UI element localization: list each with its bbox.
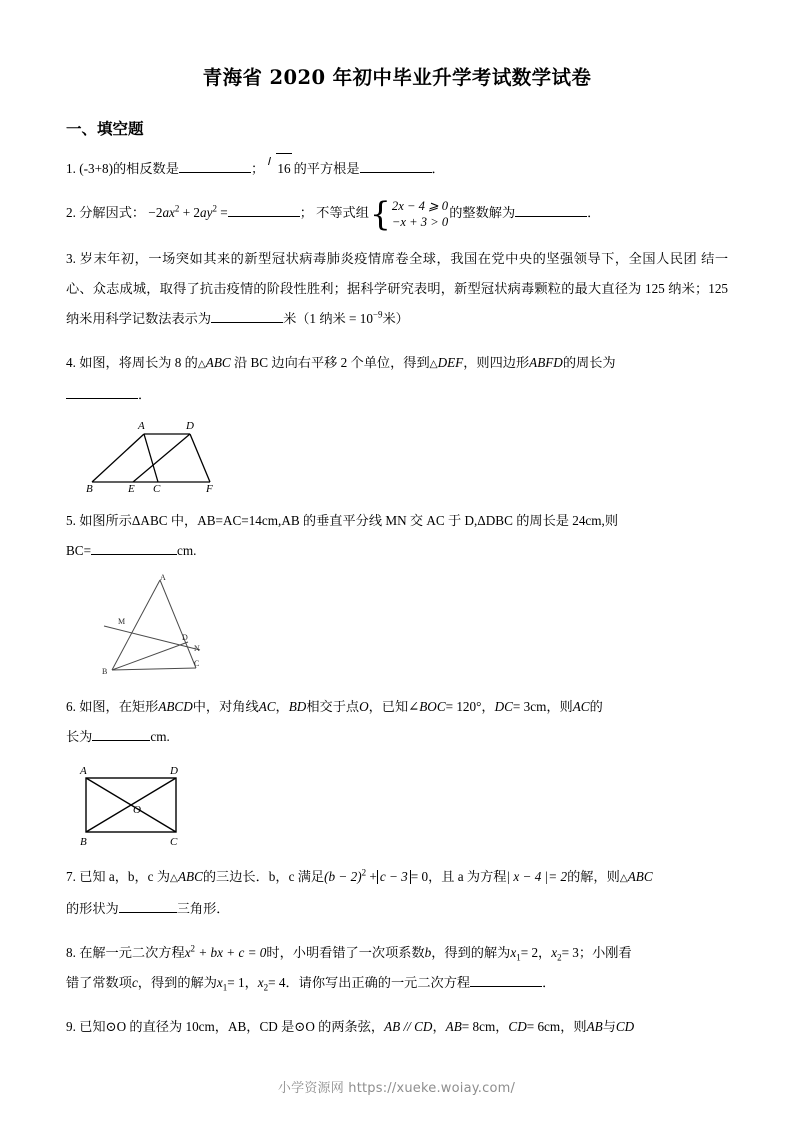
q8-text-e: 错了常数项 bbox=[66, 975, 132, 990]
q6-dc-value: = 3cm bbox=[512, 699, 547, 714]
q7-text-f: 三角形． bbox=[176, 901, 230, 916]
q3-line-1: 岁末年初，一场突如其来的新型冠状病毒肺炎疫情席卷全球，我国在党中央的坚强领导下，全国人民团 bbox=[79, 251, 698, 266]
q2-lead-text: 分解因式： bbox=[79, 205, 146, 221]
q6-label-dc: DC bbox=[494, 699, 513, 714]
page-title: 青海省 2020 年初中毕业升学考试数学试卷 bbox=[202, 66, 592, 89]
q6-text-e: ，则 bbox=[546, 699, 573, 714]
q8-solution-4-value: = 4 bbox=[268, 975, 286, 990]
q2-system-label: 不等式组 bbox=[316, 205, 369, 221]
q8-var-c: c bbox=[131, 975, 138, 990]
fig5-label-M: M bbox=[118, 617, 126, 626]
q3-line-2: 结一心、众志成城，取得了抗击疫情的阶段性胜利；据科学研究表明，新型冠状病毒颗粒的最大直径为 125 bbox=[66, 251, 729, 296]
q7-label-abc-2: ABC bbox=[627, 869, 653, 884]
q1-number: 1. bbox=[66, 161, 76, 176]
q7-triangle-symbol-2: △ bbox=[619, 873, 628, 884]
q8-period: ． bbox=[542, 975, 556, 990]
q8-text-b: 时，小明看错了一次项系数 bbox=[266, 945, 425, 960]
q7-text-b: 的三边长．b，c 满足 bbox=[202, 869, 325, 884]
q2-exponent-1: 2 bbox=[174, 203, 180, 214]
q4-text-b: 沿 BC 边向右平移 2 个单位，得到 bbox=[234, 355, 430, 370]
q9-parallel-expr: AB // CD bbox=[384, 1019, 433, 1034]
q4-label-def: DEF bbox=[437, 355, 464, 370]
q9-label-ab-2: AB bbox=[586, 1019, 603, 1034]
q1-radicand: 16 bbox=[276, 153, 291, 184]
q7-text-c: ，且 a 为方程 bbox=[428, 869, 507, 884]
q4-text-a: 如图，将周长为 8 的 bbox=[79, 355, 198, 370]
q7-answer-blank[interactable] bbox=[119, 912, 177, 913]
q4-triangle-symbol-1: △ bbox=[197, 359, 206, 370]
q6-text-d: ，已知∠ bbox=[368, 699, 420, 714]
q8-var-b: b bbox=[424, 945, 432, 960]
q8-exponent: 2 bbox=[190, 943, 196, 954]
q5-answer-blank[interactable] bbox=[91, 554, 177, 555]
q9-text-a: 已知⊙O 的直径为 10cm，AB，CD 是⊙O 的两条弦， bbox=[79, 1019, 385, 1034]
q8-solution-1-index: 1 bbox=[516, 952, 521, 963]
q8-solution-3-var: x bbox=[216, 975, 223, 990]
q8-solution-2-var: x bbox=[551, 945, 558, 960]
q6-comma-2: ， bbox=[481, 699, 495, 714]
fig5-label-B: B bbox=[102, 667, 108, 676]
q8-answer-blank[interactable] bbox=[470, 986, 542, 987]
q1-answer-blank-1[interactable] bbox=[179, 172, 251, 173]
q1-text-a: 的相反数是 bbox=[113, 161, 179, 176]
fig4-label-B: B bbox=[86, 483, 93, 492]
q8-comma-2: ， bbox=[244, 975, 258, 990]
q6-answer-blank[interactable] bbox=[92, 740, 150, 741]
figure-question-5 bbox=[66, 566, 728, 678]
q8-solution-1-var: x bbox=[510, 945, 517, 960]
q2-tail-text: 的整数解为 bbox=[449, 205, 516, 221]
q2-equals: = bbox=[220, 205, 228, 221]
fig4-label-D: D bbox=[186, 420, 194, 432]
q1-sqrt-symbol bbox=[267, 153, 293, 184]
q1-expression-a: (-3+8) bbox=[79, 161, 113, 176]
q2-coeff-1: −2 bbox=[148, 205, 163, 221]
q2-answer-blank-2[interactable] bbox=[515, 216, 587, 217]
fig5-label-N: N bbox=[194, 644, 200, 653]
q2-answer-blank-1[interactable] bbox=[228, 216, 300, 217]
q6-label-boc: BOC bbox=[419, 699, 446, 714]
q7-plus: + bbox=[369, 869, 377, 884]
fig4-label-C: C bbox=[153, 483, 161, 492]
q3-number: 3. bbox=[66, 251, 76, 266]
q8-solution-2-value: = 3 bbox=[561, 945, 579, 960]
q6-label-ac-1: AC bbox=[258, 699, 276, 714]
q6-number: 6. bbox=[66, 699, 76, 714]
q9-comma-1: ， bbox=[432, 1019, 446, 1034]
question-1 bbox=[66, 139, 728, 184]
q7-text-e: 的形状为 bbox=[66, 901, 119, 916]
q6-label-bd: BD bbox=[288, 699, 307, 714]
q6-label-o: O bbox=[359, 699, 369, 714]
fig6-label-A: A bbox=[80, 765, 87, 777]
q7-label-abc-1: ABC bbox=[177, 869, 203, 884]
q6-angle-value: = 120° bbox=[445, 699, 482, 714]
q2-inequality-row-1: 2x − 4 ⩾ 0 bbox=[391, 199, 449, 213]
fig6-label-B: B bbox=[80, 836, 87, 848]
q8-equation-rest: + bx + c = 0 bbox=[198, 945, 267, 960]
q2-plus: + 2 bbox=[182, 205, 201, 221]
q6-text-a: 如图，在矩形 bbox=[79, 699, 159, 714]
q6-label-abcd: ABCD bbox=[158, 699, 193, 714]
q6-comma-1: ， bbox=[275, 699, 289, 714]
rectangle-diagonals-figure bbox=[76, 760, 266, 848]
q8-solution-4-var: x bbox=[257, 975, 264, 990]
q2-period: ． bbox=[587, 205, 601, 221]
q6-label-ac-2: AC bbox=[572, 699, 590, 714]
q2-separator: ； bbox=[299, 205, 313, 221]
q4-text-c: ，则四边形 bbox=[463, 355, 530, 370]
q6-text-b: 中，对角线 bbox=[192, 699, 259, 714]
q2-var-a1: a bbox=[162, 205, 170, 221]
section-heading-fill-in-blanks: 一、填空题 bbox=[66, 119, 144, 138]
fig4-label-E: E bbox=[128, 483, 135, 492]
fig5-label-A: A bbox=[160, 574, 166, 582]
question-3 bbox=[66, 230, 728, 334]
q4-label-abc: ABC bbox=[205, 355, 231, 370]
q8-text-f: ，得到的解为 bbox=[137, 975, 217, 990]
q4-triangle-symbol-2: △ bbox=[429, 359, 438, 370]
q6-unit: cm. bbox=[150, 729, 170, 744]
q7-triangle-symbol-1: △ bbox=[170, 873, 178, 884]
isosceles-triangle-bisector-figure bbox=[90, 574, 290, 678]
q2-var-a2: a bbox=[200, 205, 207, 221]
q5-unit: cm. bbox=[177, 543, 197, 558]
q7-expr-b-exponent: 2 bbox=[361, 867, 367, 878]
q2-var-x: x bbox=[169, 205, 175, 221]
q2-inequality-row-2: −x + 3 > 0 bbox=[391, 215, 449, 229]
q9-cd-value: = 6cm bbox=[526, 1019, 561, 1034]
q8-text-c: ，得到的解为 bbox=[431, 945, 511, 960]
q4-period: ． bbox=[138, 387, 152, 402]
q9-label-cd: CD bbox=[508, 1019, 527, 1034]
document-content bbox=[66, 0, 728, 1042]
question-8 bbox=[66, 924, 728, 998]
q7-text-d: 的解，则 bbox=[567, 869, 620, 884]
q9-text-c: 与 bbox=[602, 1019, 616, 1034]
q2-exponent-2: 2 bbox=[212, 203, 217, 214]
q1-answer-blank-2[interactable] bbox=[360, 172, 432, 173]
q8-solution-3-index: 1 bbox=[222, 982, 228, 993]
q4-answer-blank[interactable] bbox=[66, 398, 138, 399]
q9-ab-value: = 8cm bbox=[461, 1019, 496, 1034]
left-brace-icon: { bbox=[369, 193, 391, 233]
q8-comma-1: ， bbox=[538, 945, 552, 960]
watermark: 小学资源网 https://xueke.woiay.com/ bbox=[277, 1081, 516, 1096]
q9-text-b: ，则 bbox=[560, 1019, 587, 1034]
q7-expr-b: (b − 2) bbox=[324, 869, 362, 884]
question-9 bbox=[66, 998, 728, 1042]
q4-text-d: 的周长为 bbox=[562, 355, 616, 370]
q8-number: 8. bbox=[66, 945, 76, 960]
q3-line-3c: 米） bbox=[382, 311, 409, 326]
q4-number: 4. bbox=[66, 355, 76, 370]
q3-line-3a: 纳米；125 纳米用科学记数法表示为 bbox=[66, 281, 729, 326]
triangle-translation-figure bbox=[86, 416, 286, 492]
q6-text-c: 相交于点 bbox=[306, 699, 360, 714]
fig5-label-C: C bbox=[194, 659, 200, 668]
q1-period: ． bbox=[431, 161, 445, 176]
q8-solution-4-index: 2 bbox=[263, 982, 269, 993]
q7-text-a: 已知 a，b，c 为 bbox=[79, 869, 171, 884]
q9-number: 9. bbox=[66, 1019, 76, 1034]
q6-text-g: 长为 bbox=[66, 729, 93, 744]
q7-expr-x: | x − 4 |= 2 bbox=[506, 869, 568, 884]
q1-text-b: 的平方根是 bbox=[293, 161, 360, 176]
fig6-label-C: C bbox=[170, 836, 178, 848]
question-2 bbox=[66, 184, 728, 233]
q8-solution-2-index: 2 bbox=[557, 952, 562, 963]
q3-answer-blank[interactable] bbox=[211, 322, 283, 323]
q5-text-a: 如图所示ΔABC 中，AB=AC=14cm,AB 的垂直平分线 MN 交 AC 于 D,ΔDBC 的周长是 24cm,则 bbox=[79, 513, 619, 528]
fig4-label-F: F bbox=[206, 483, 213, 492]
q7-number: 7. bbox=[66, 869, 76, 884]
question-5 bbox=[66, 492, 728, 566]
q2-factor-expression bbox=[148, 205, 227, 220]
q8-var-x: x bbox=[184, 945, 191, 960]
q8-text-a: 在解一元二次方程 bbox=[79, 945, 185, 960]
fig4-label-A: A bbox=[138, 420, 145, 432]
figure-question-6 bbox=[66, 752, 728, 848]
q1-separator: ； bbox=[250, 161, 265, 176]
q2-var-y: y bbox=[206, 205, 213, 221]
q8-text-g: ．请你写出正确的一元二次方程 bbox=[285, 975, 471, 990]
fig5-label-D: D bbox=[182, 633, 188, 642]
q6-text-f: 的 bbox=[589, 699, 603, 714]
q8-solution-1-value: = 2 bbox=[520, 945, 539, 960]
q7-abs-c: c − 3 bbox=[377, 870, 411, 884]
q8-solution-3-value: = 1 bbox=[227, 975, 245, 990]
q7-expr-equals: = 0 bbox=[410, 869, 429, 884]
question-4 bbox=[66, 334, 728, 410]
q5-number: 5. bbox=[66, 513, 76, 528]
fig6-label-D: D bbox=[170, 765, 178, 777]
q9-label-cd-2: CD bbox=[615, 1019, 635, 1034]
figure-question-4 bbox=[66, 410, 728, 492]
q4-label-abfd: ABFD bbox=[529, 355, 563, 370]
q8-text-d: ；小刚看 bbox=[578, 945, 632, 960]
q9-label-ab: AB bbox=[445, 1019, 462, 1034]
q2-inequality-system bbox=[369, 193, 449, 233]
q3-exponent: −9 bbox=[372, 309, 383, 320]
q2-number: 2. bbox=[66, 205, 76, 221]
q9-comma-2: ， bbox=[495, 1019, 509, 1034]
question-6 bbox=[66, 678, 728, 752]
q3-line-3b: 米（1 纳米 = 10 bbox=[283, 311, 373, 326]
fig6-label-O: O bbox=[133, 804, 141, 816]
q5-text-b: BC= bbox=[66, 543, 92, 558]
question-7 bbox=[66, 848, 728, 924]
